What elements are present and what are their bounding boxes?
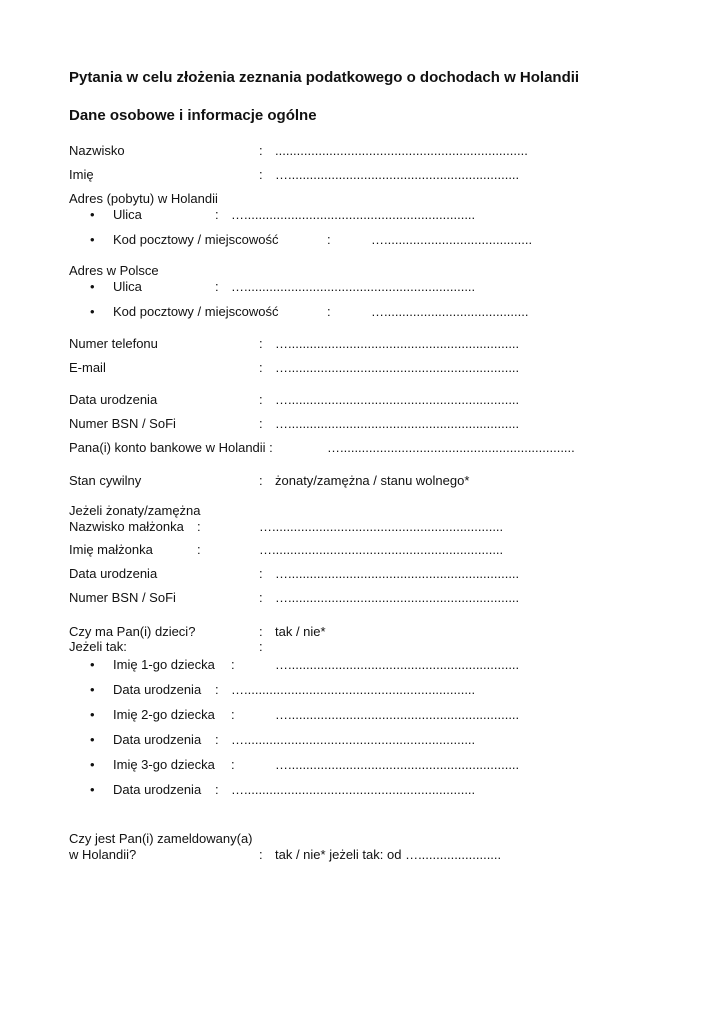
phone-label: Numer telefonu [69, 336, 158, 351]
section-title: Dane osobowe i informacje ogólne [69, 107, 317, 124]
spouse-dob-colon: : [259, 566, 263, 581]
dob-field[interactable]: …................................................................ [275, 392, 520, 407]
spouse-name-field[interactable]: …................................................................ [259, 542, 504, 557]
child2-dob-label: Data urodzenia [113, 732, 202, 747]
first-name-colon: : [259, 167, 263, 182]
bullet-icon: • [90, 782, 95, 797]
address-nl-heading: Adres (pobytu) w Holandii [69, 191, 218, 206]
address-nl-street-label: Ulica [113, 207, 142, 222]
child1-dob-field[interactable]: …................................................................ [231, 682, 476, 697]
first-name-field[interactable]: …................................................................ [275, 167, 520, 182]
address-pl-postal-colon: : [327, 304, 331, 319]
civil-status-options[interactable]: żonaty/zamężna / stanu wolnego* [275, 473, 470, 488]
address-nl-street-field[interactable]: …................................................................ [231, 207, 476, 222]
email-colon: : [259, 360, 263, 375]
child2-name-field[interactable]: …................................................................ [275, 707, 520, 722]
bullet-icon: • [90, 707, 95, 722]
phone-field[interactable]: …................................................................ [275, 336, 520, 351]
bsn-field[interactable]: …................................................................ [275, 416, 520, 431]
address-pl-postal-field[interactable]: …........................................ [371, 304, 529, 319]
child3-dob-label: Data urodzenia [113, 782, 202, 797]
phone-colon: : [259, 336, 263, 351]
child1-dob-colon: : [215, 682, 219, 697]
child2-name-label: Imię 2-go dziecka [113, 707, 215, 722]
spouse-bsn-label: Numer BSN / SoFi [69, 590, 176, 605]
address-nl-postal-field[interactable]: …......................................... [371, 232, 533, 247]
registration-colon: : [259, 847, 263, 862]
child3-dob-field[interactable]: …................................................................ [231, 782, 476, 797]
email-field[interactable]: …................................................................ [275, 360, 520, 375]
spouse-dob-label: Data urodzenia [69, 566, 158, 581]
child1-dob-label: Data urodzenia [113, 682, 202, 697]
spouse-name-label: Imię małżonka [69, 542, 153, 557]
surname-label: Nazwisko [69, 143, 125, 158]
children-question: Czy ma Pan(i) dzieci? [69, 624, 196, 639]
address-pl-street-colon: : [215, 279, 219, 294]
children-if-yes: Jeżeli tak: [69, 639, 127, 654]
dob-colon: : [259, 392, 263, 407]
dob-label: Data urodzenia [69, 392, 158, 407]
bullet-icon: • [90, 757, 95, 772]
children-if-yes-colon: : [259, 639, 263, 654]
child2-name-colon: : [231, 707, 235, 722]
child2-dob-field[interactable]: …................................................................ [231, 732, 476, 747]
bullet-icon: • [90, 207, 95, 222]
email-label: E-mail [69, 360, 106, 375]
registration-question-line2: w Holandii? [69, 847, 137, 862]
address-nl-postal-colon: : [327, 232, 331, 247]
bullet-icon: • [90, 657, 95, 672]
spouse-dob-field[interactable]: …................................................................ [275, 566, 520, 581]
address-pl-street-label: Ulica [113, 279, 142, 294]
registration-question-line1: Czy jest Pan(i) zameldowany(a) [69, 831, 253, 846]
spouse-surname-field[interactable]: …................................................................ [259, 519, 504, 534]
surname-field[interactable]: ...................................................................... [275, 143, 528, 158]
bullet-icon: • [90, 304, 95, 319]
children-answer[interactable]: tak / nie* [275, 624, 326, 639]
bank-account-label: Pana(i) konto bankowe w Holandii : [69, 440, 273, 455]
child3-name-field[interactable]: …................................................................ [275, 757, 520, 772]
first-name-label: Imię [69, 167, 94, 182]
children-colon: : [259, 624, 263, 639]
address-nl-postal-label: Kod pocztowy / miejscowość [113, 232, 279, 247]
bsn-label: Numer BSN / SoFi [69, 416, 176, 431]
civil-status-colon: : [259, 473, 263, 488]
child3-dob-colon: : [215, 782, 219, 797]
spouse-heading: Jeżeli żonaty/zamężna [69, 503, 201, 518]
child1-name-label: Imię 1-go dziecka [113, 657, 215, 672]
registration-answer[interactable]: tak / nie* jeżeli tak: od …....................... [275, 847, 502, 862]
spouse-bsn-field[interactable]: …................................................................ [275, 590, 520, 605]
bullet-icon: • [90, 279, 95, 294]
bsn-colon: : [259, 416, 263, 431]
bullet-icon: • [90, 682, 95, 697]
bank-account-field[interactable]: …................................................................. [327, 440, 575, 455]
child3-name-label: Imię 3-go dziecka [113, 757, 215, 772]
child1-name-colon: : [231, 657, 235, 672]
child1-name-field[interactable]: …................................................................ [275, 657, 520, 672]
civil-status-label: Stan cywilny [69, 473, 142, 488]
child2-dob-colon: : [215, 732, 219, 747]
address-pl-postal-label: Kod pocztowy / miejscowość [113, 304, 279, 319]
document-title: Pytania w celu złożenia zeznania podatkowego o dochodach w Holandii [69, 69, 580, 86]
spouse-bsn-colon: : [259, 590, 263, 605]
address-pl-street-field[interactable]: …................................................................ [231, 279, 476, 294]
address-nl-street-colon: : [215, 207, 219, 222]
spouse-surname-colon: : [197, 519, 201, 534]
child3-name-colon: : [231, 757, 235, 772]
surname-colon: : [259, 143, 263, 158]
bullet-icon: • [90, 232, 95, 247]
address-pl-heading: Adres w Polsce [69, 263, 159, 278]
spouse-surname-label: Nazwisko małżonka [69, 519, 184, 534]
bullet-icon: • [90, 732, 95, 747]
spouse-name-colon: : [197, 542, 201, 557]
